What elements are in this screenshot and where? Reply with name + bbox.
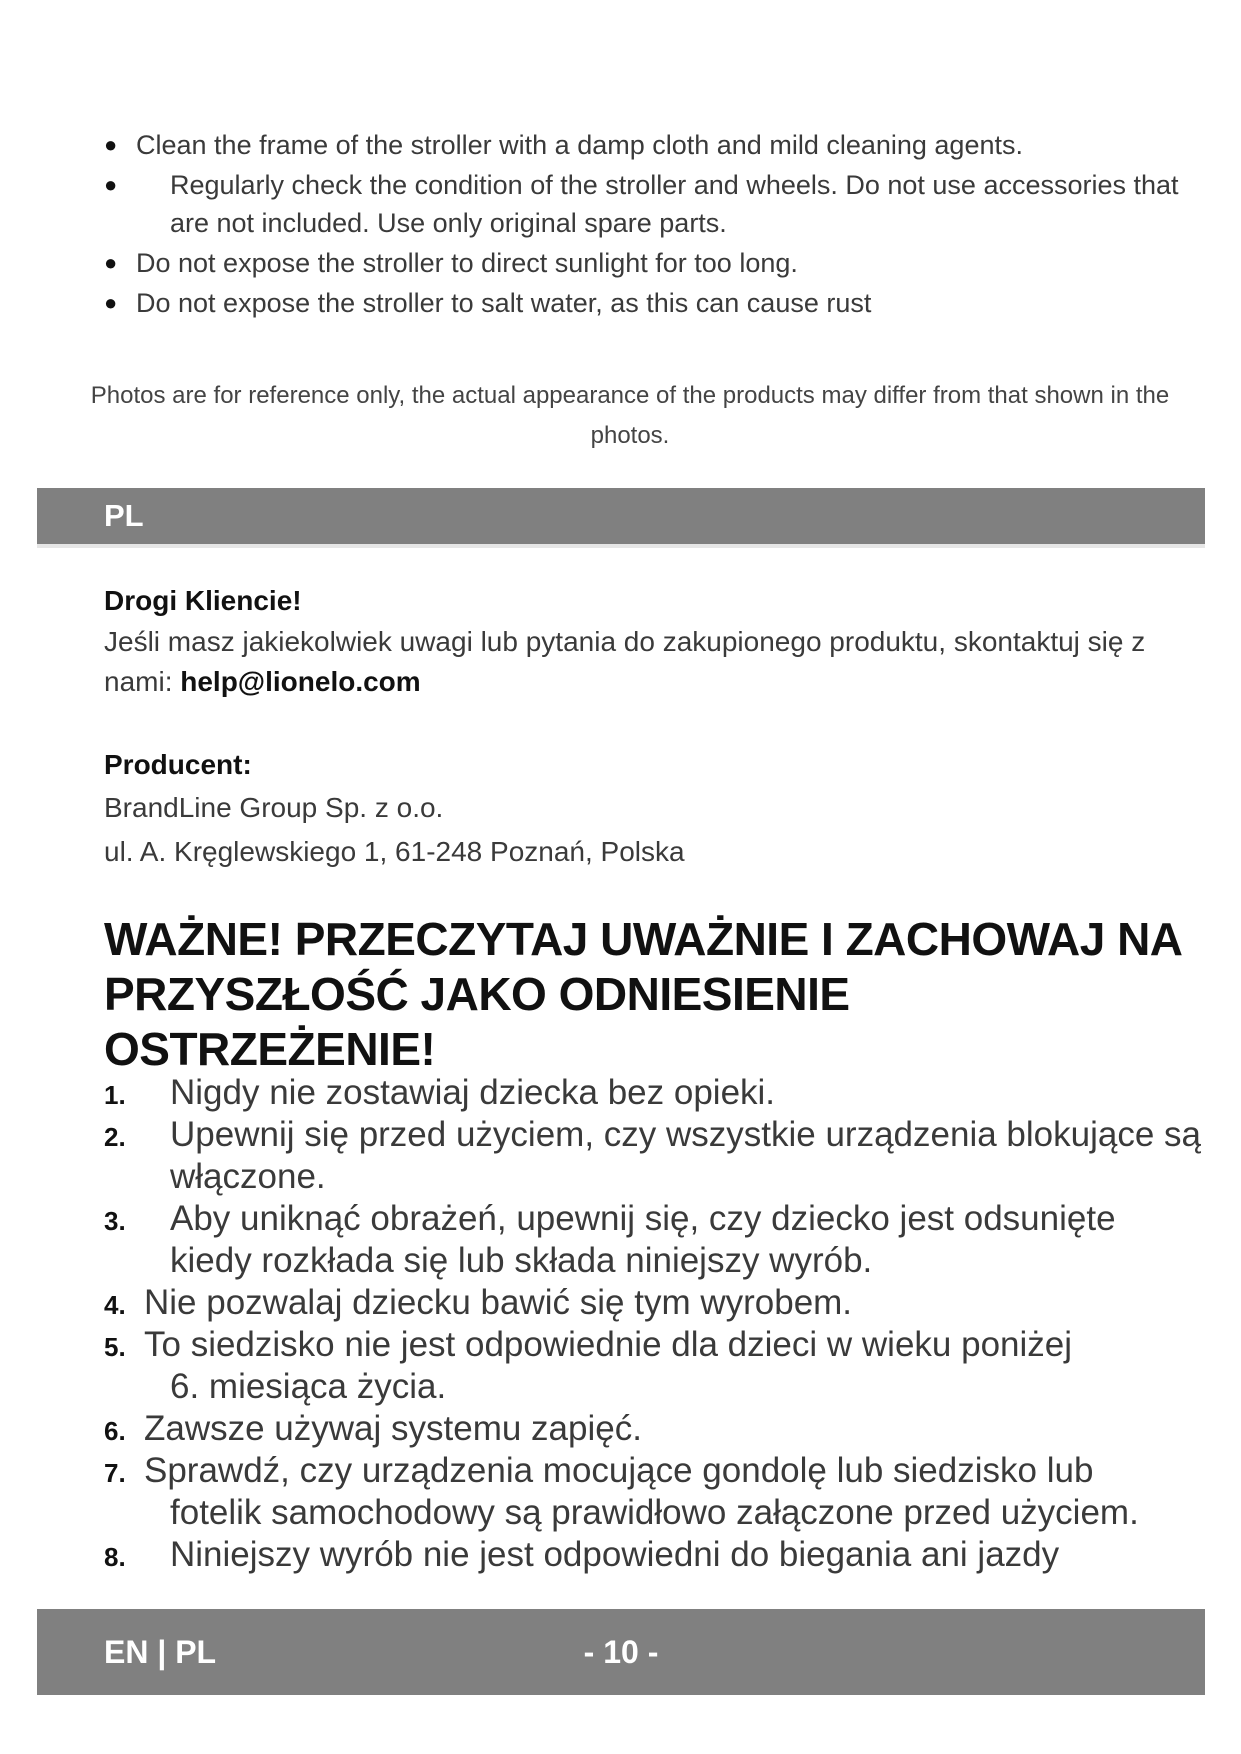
item-text: Upewnij się przed użyciem, czy wszystkie urządzenia blokujące są włączone. bbox=[170, 1115, 1201, 1196]
list-item bbox=[104, 1324, 1204, 1408]
producer-title: Producent: bbox=[104, 749, 252, 780]
list-item bbox=[104, 126, 1184, 164]
bullet-text: Regularly check the condition of the stroller and wheels. Do not use accessories that are not included. Use only original spare parts. bbox=[170, 170, 1179, 238]
item-text: Nigdy nie zostawiaj dziecka bez opieki. bbox=[170, 1073, 776, 1112]
item-number: 7. bbox=[104, 1458, 126, 1488]
item-text: Nie pozwalaj dziecku bawić się tym wyrobem. bbox=[144, 1283, 853, 1322]
item-text: To siedzisko nie jest odpowiednie dla dzieci w wieku poniżej bbox=[144, 1325, 1073, 1364]
bullet-text: Do not expose the stroller to direct sunlight for too long. bbox=[136, 248, 798, 278]
greeting-text: Jeśli masz jakiekolwiek uwagi lub pytania do zakupionego produktu, skontaktuj się z nami: bbox=[104, 626, 1146, 697]
list-item bbox=[104, 1198, 1204, 1282]
item-text: Aby uniknąć obrażeń, upewnij się, czy dziecko jest odsunięte kiedy rozkłada się lub składa niniejszy wyrób. bbox=[170, 1199, 1116, 1280]
warning-list bbox=[104, 1072, 1204, 1576]
bullet-text: Clean the frame of the stroller with a damp cloth and mild cleaning agents. bbox=[136, 130, 1023, 160]
item-number: 2. bbox=[104, 1122, 126, 1152]
greeting-title: Drogi Kliencie! bbox=[104, 585, 302, 616]
bullet-icon: ● bbox=[104, 132, 118, 157]
bullet-icon: ● bbox=[104, 250, 118, 275]
list-item bbox=[104, 166, 1184, 242]
greeting-text-wrap bbox=[104, 622, 1184, 702]
list-item bbox=[104, 1072, 1204, 1114]
warning-heading-line1: WAŻNE! PRZECZYTAJ UWAŻNIE I ZACHOWAJ NA bbox=[104, 913, 1183, 965]
warning-heading bbox=[104, 912, 1194, 1077]
list-item bbox=[104, 1408, 1204, 1450]
section-label: PL bbox=[104, 498, 144, 533]
producer-block bbox=[104, 744, 1184, 874]
page-footer bbox=[37, 1609, 1205, 1695]
item-number: 4. bbox=[104, 1290, 126, 1320]
item-text-continuation: 6. miesiąca życia. bbox=[170, 1367, 447, 1406]
support-email: help@lionelo.com bbox=[180, 666, 421, 697]
item-text: Niniejszy wyrób nie jest odpowiedni do biegania ani jazdy bbox=[170, 1535, 1060, 1574]
item-text: Sprawdź, czy urządzenia mocujące gondolę lub siedzisko lub bbox=[144, 1451, 1094, 1490]
item-number: 6. bbox=[104, 1416, 126, 1446]
photo-disclaimer: Photos are for reference only, the actual appearance of the products may differ from that shown in the photos. bbox=[90, 382, 1170, 449]
list-item bbox=[104, 1114, 1204, 1198]
list-item bbox=[104, 244, 1184, 282]
list-item bbox=[104, 1282, 1204, 1324]
item-number: 3. bbox=[104, 1206, 126, 1236]
care-bullet-list bbox=[104, 126, 1184, 322]
warning-heading-line3: OSTRZEŻENIE! bbox=[104, 1023, 436, 1075]
item-text-wrap bbox=[104, 1324, 1204, 1408]
section-header-pl bbox=[37, 488, 1205, 544]
producer-address: ul. A. Kręglewskiego 1, 61-248 Poznań, Polska bbox=[104, 836, 685, 867]
footer-language-label: EN | PL bbox=[104, 1634, 217, 1670]
item-number: 8. bbox=[104, 1542, 126, 1572]
bullet-icon: ● bbox=[104, 172, 118, 197]
greeting-block bbox=[104, 580, 1184, 702]
item-number: 1. bbox=[104, 1080, 126, 1110]
item-text-continuation: fotelik samochodowy są prawidłowo załączone przed użyciem. bbox=[170, 1493, 1139, 1532]
item-text-wrap bbox=[104, 1450, 1204, 1534]
item-number: 5. bbox=[104, 1332, 126, 1362]
page-number: - 10 - bbox=[583, 1634, 659, 1670]
producer-company: BrandLine Group Sp. z o.o. bbox=[104, 792, 444, 823]
bullet-text: Do not expose the stroller to salt water, as this can cause rust bbox=[136, 288, 872, 318]
list-item bbox=[104, 1534, 1204, 1576]
list-item bbox=[104, 284, 1184, 322]
warning-heading-line2: PRZYSZŁOŚĆ JAKO ODNIESIENIE bbox=[104, 968, 850, 1020]
item-text: Zawsze używaj systemu zapięć. bbox=[144, 1409, 642, 1448]
bullet-icon: ● bbox=[104, 290, 118, 315]
list-item bbox=[104, 1450, 1204, 1534]
